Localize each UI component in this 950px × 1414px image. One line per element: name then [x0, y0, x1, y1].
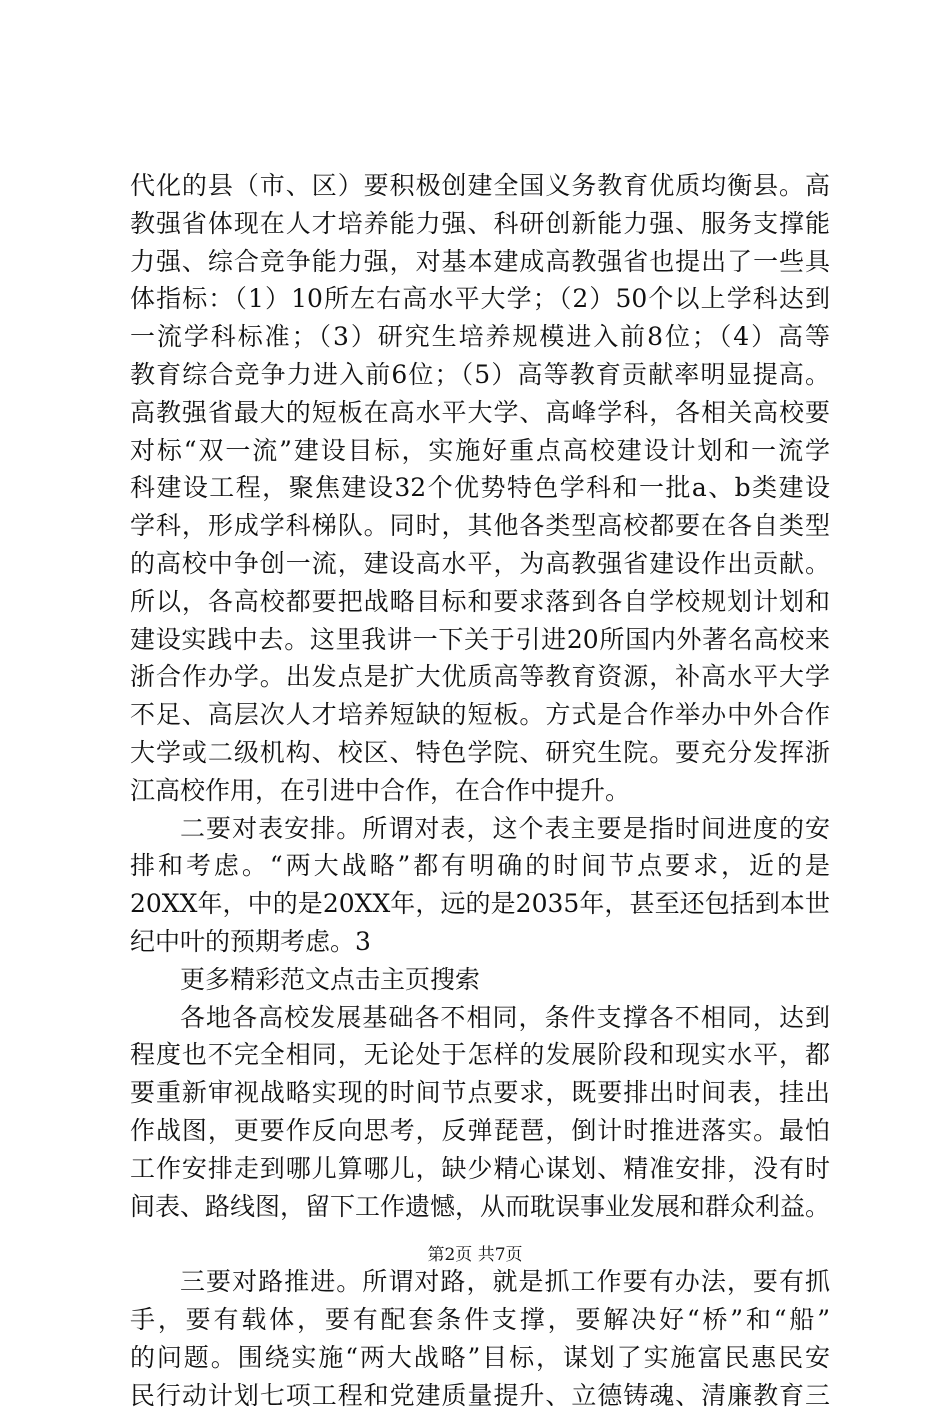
text-line: 教强省体现在人才培养能力强、科研创新能力强、服务支撑能	[130, 205, 830, 243]
text-line: 作战图，更要作反向思考，反弹琵琶，倒计时推进落实。最怕	[130, 1112, 830, 1150]
text-line: 不足、高层次人才培养短缺的短板。方式是合作举办中外合作	[130, 696, 830, 734]
text-line: 一流学科标准；（3）研究生培养规模进入前8位；（4）高等	[130, 318, 830, 356]
text-line: 教育综合竞争力进入前6位；（5）高等教育贡献率明显提高。	[130, 356, 830, 394]
text-line: 程度也不完全相同，无论处于怎样的发展阶段和现实水平，都	[130, 1036, 830, 1074]
text-line: 力强、综合竞争能力强，对基本建成高教强省也提出了一些具	[130, 243, 830, 281]
text-line: 间表、路线图，留下工作遗憾，从而耽误事业发展和群众利益。	[130, 1188, 830, 1226]
text-line: 所以，各高校都要把战略目标和要求落到各自学校规划计划和	[130, 583, 830, 621]
text-line: 的问题。围绕实施“两大战略”目标，谋划了实施富民惠民安	[130, 1339, 830, 1377]
text-line: 排和考虑。“两大战略”都有明确的时间节点要求，近的是	[130, 847, 830, 885]
text-line: 建设实践中去。这里我讲一下关于引进20所国内外著名高校来	[130, 621, 830, 659]
paragraph-start-line: 三要对路推进。所谓对路，就是抓工作要有办法，要有抓	[130, 1263, 830, 1301]
text-line: 高教强省最大的短板在高水平大学、高峰学科，各相关高校要	[130, 394, 830, 432]
text-line: 20XX年，中的是20XX年，远的是2035年，甚至还包括到本世	[130, 885, 830, 923]
text-line: 民行动计划七项工程和党建质量提升、立德铸魂、清廉教育三	[130, 1377, 830, 1414]
text-line: 对标“双一流”建设目标，实施好重点高校建设计划和一流学	[130, 432, 830, 470]
promo-line: 更多精彩范文点击主页搜索	[130, 961, 830, 999]
text-line: 江高校作用，在引进中合作，在合作中提升。	[130, 772, 830, 810]
text-line: 要重新审视战略实现的时间节点要求，既要排出时间表，挂出	[130, 1074, 830, 1112]
text-line: 手，要有载体，要有配套条件支撑，要解决好“桥”和“船”	[130, 1301, 830, 1339]
text-line: 体指标：（1）10所左右高水平大学；（2）50个以上学科达到	[130, 280, 830, 318]
page-number-footer: 第2页 共7页	[0, 1244, 950, 1266]
text-line: 工作安排走到哪儿算哪儿，缺少精心谋划、精准安排，没有时	[130, 1150, 830, 1188]
text-line: 学科，形成学科梯队。同时，其他各类型高校都要在各自类型	[130, 507, 830, 545]
text-line: 代化的县（市、区）要积极创建全国义务教育优质均衡县。高	[130, 167, 830, 205]
paragraph-start-line: 各地各高校发展基础各不相同，条件支撑各不相同，达到	[130, 999, 830, 1037]
text-line: 大学或二级机构、校区、特色学院、研究生院。要充分发挥浙	[130, 734, 830, 772]
text-line: 浙合作办学。出发点是扩大优质高等教育资源，补高水平大学	[130, 658, 830, 696]
text-line: 科建设工程，聚焦建设32个优势特色学科和一批a、b类建设	[130, 469, 830, 507]
paragraph-start-line: 二要对表安排。所谓对表，这个表主要是指时间进度的安	[130, 810, 830, 848]
text-line: 纪中叶的预期考虑。3	[130, 923, 830, 961]
text-line: 的高校中争创一流，建设高水平，为高教强省建设作出贡献。	[130, 545, 830, 583]
body-text	[130, 167, 830, 1414]
